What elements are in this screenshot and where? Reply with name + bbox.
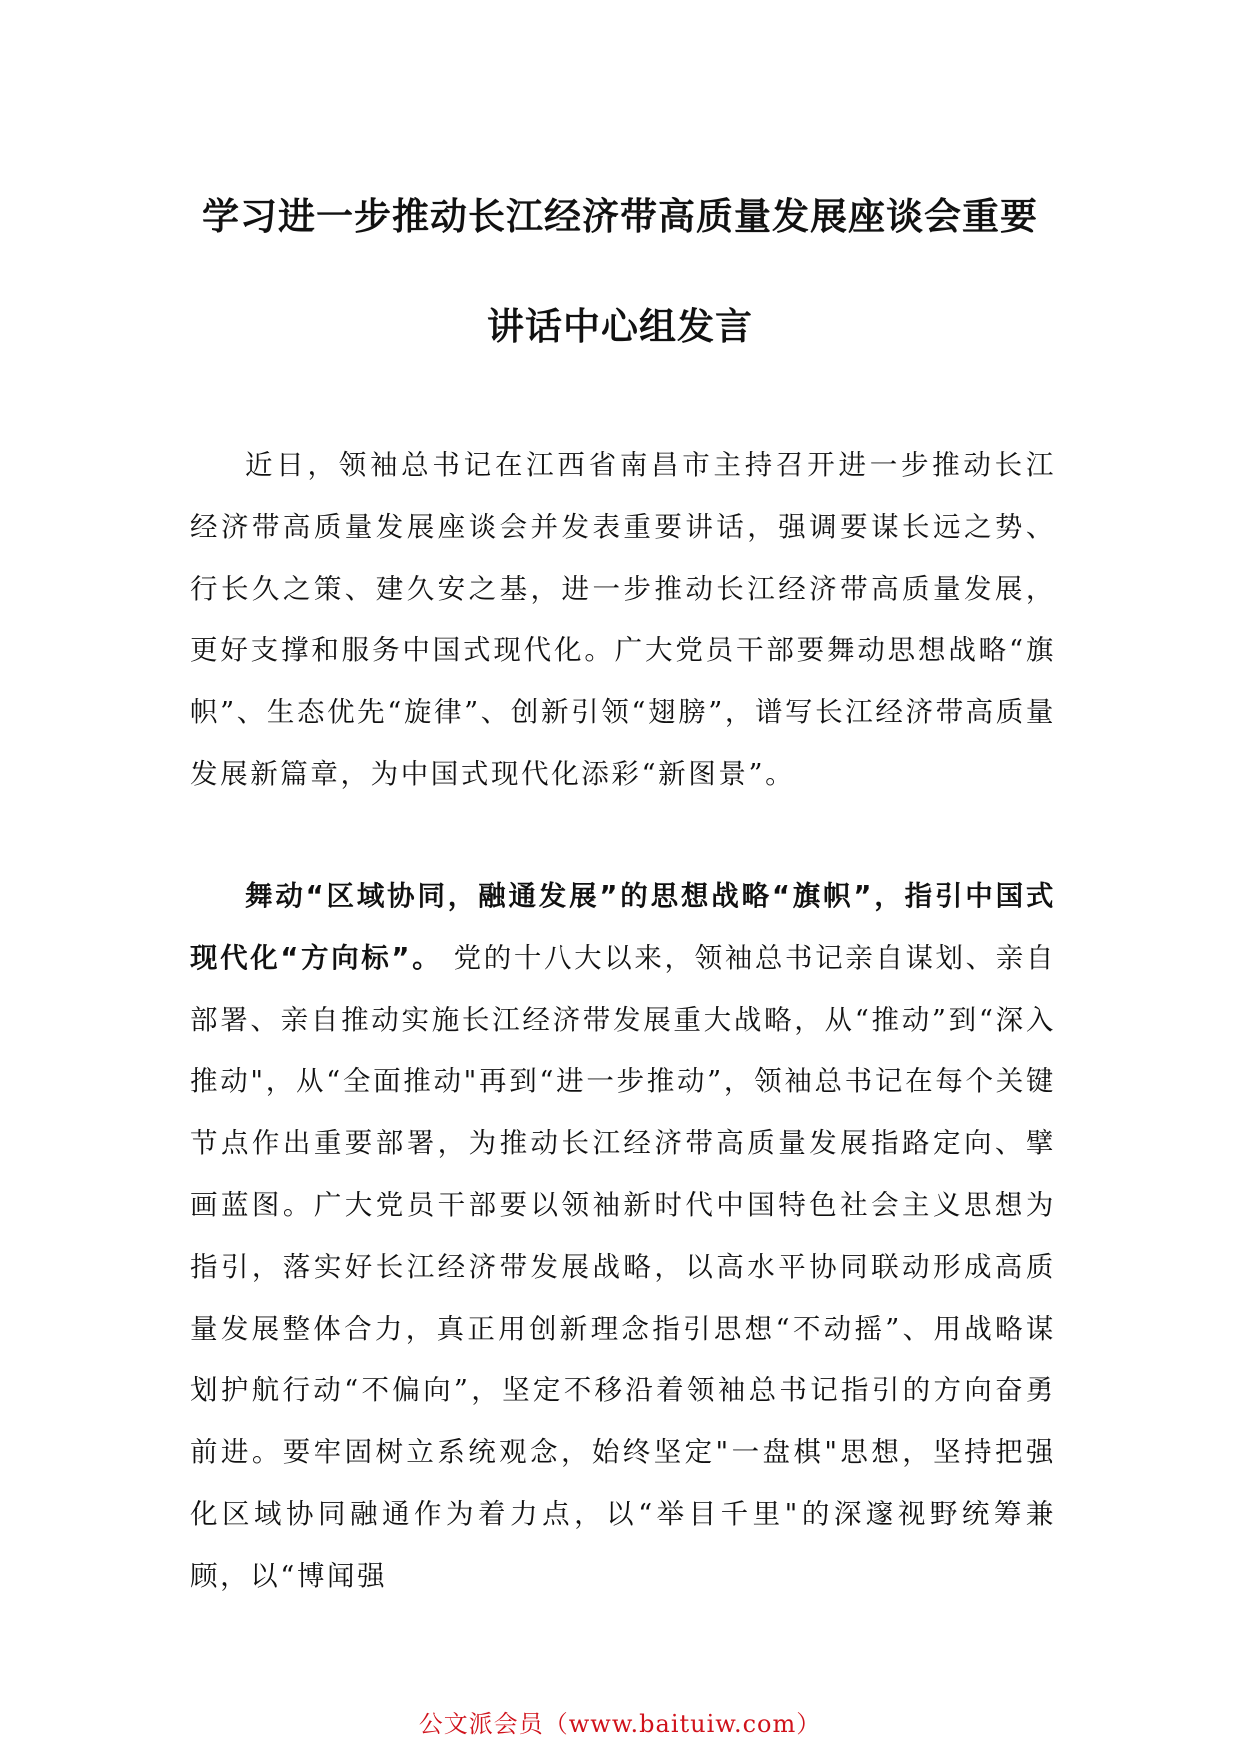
document-title-line1: 学习进一步推动长江经济带高质量发展座谈会重要 — [202, 195, 1038, 238]
paragraph-intro: 近日，领袖总书记在江西省南昌市主持召开进一步推动长江经济带高质量发展座谈会并发表重要讲话，强调要谋长远之势、行长久之策、建久安之基，进一步推动长江经济带高质量发展，更好支撑和服务中国式现代化。广大党员干部要舞动思想战略“旗帜”、生态优先“旋律”、创新引领“翅膀”，谱写长江经济带高质量发展新篇章，为中国式现代化添彩“新图景”。 — [190, 449, 1056, 790]
footer-watermark: 公文派会员（www.baituiw.com） — [418, 1710, 822, 1738]
section-body: 党的十八大以来，领袖总书记亲自谋划、亲自部署、亲自推动实施长江经济带发展重大战略，从“推动”到“深入推动"，从“全面推动"再到“进一步推动”，领袖总书记在每个关键节点作出重要部署，为推动长江经济带高质量发展指路定向、擘画蓝图。广大党员干部要以领袖新时代中国特色社会主义思想为指引，落实好长江经济带发展战略，以高水平协同联动形成高质量发展整体合力，真正用创新理念指引思想“不动摇”、用战略谋划护航行动“不偏向”，坚定不移沿着领袖总书记指引的方向奋勇前进。要牢固树立系统观念，始终坚定"一盘棋"思想，坚持把强化区域协同融通作为着力点，以“举目千里"的深邃视野统筹兼顾，以“博闻强 — [190, 941, 1057, 1592]
document-title-line2: 讲话中心组发言 — [487, 305, 753, 348]
section-heading: 舞动“区域协同，融通发展”的思想战略“旗帜”，指引中国式现代化“方向标”。 — [190, 880, 1056, 974]
paragraph-section-1 — [190, 866, 1056, 1608]
